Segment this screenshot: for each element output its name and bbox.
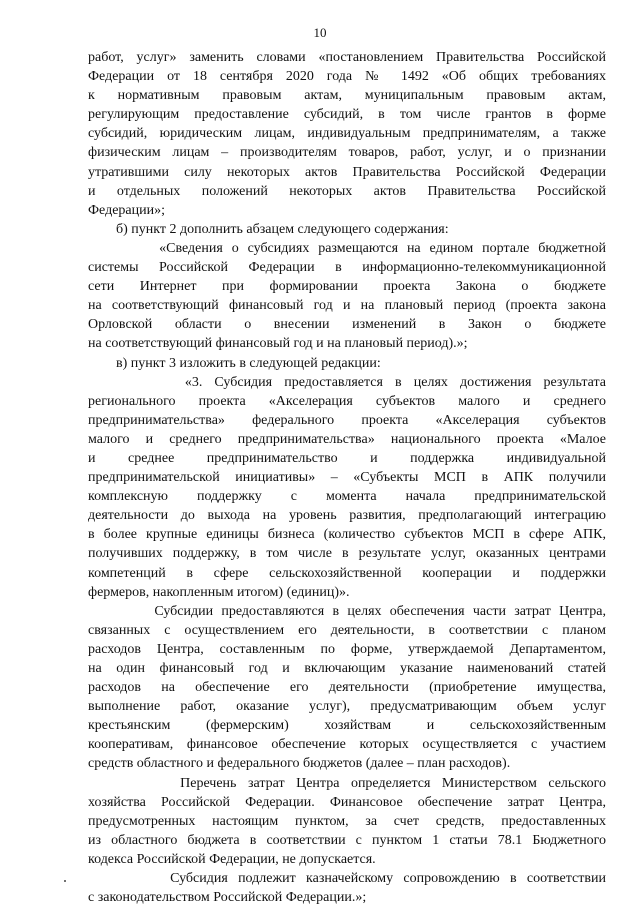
text-line: предусмотренных настоящим пунктом, за счет средств, предоставленных: [88, 813, 606, 829]
text-line: «3. Субсидия предоставляется в целях достижения результата: [88, 374, 606, 390]
text-line: регионального проекта «Акселерация субъектов малого и среднего: [88, 393, 606, 409]
paragraph-para-list-of-costs: [88, 774, 606, 869]
page-number: 10: [313, 25, 327, 40]
text-line: «Сведения о субсидиях размещаются на едином портале бюджетной: [88, 240, 606, 256]
text-line: и среднее предпринимательство и поддержка индивидуальной: [88, 450, 606, 466]
text-line: регулирующим предоставление субсидий, в том числе грантов в форме: [88, 107, 606, 123]
text-line: расходов Центра, составленным по форме, утверждаемой Департаментом,: [88, 641, 606, 657]
text-line: на соответствующий финансовый год и на плановый период (проекта закона: [88, 298, 606, 314]
text-line: крестьянским (фермерским) хозяйствам и сельскохозяйственным: [88, 718, 606, 734]
text-line: с законодательством Российской Федерации.»;: [88, 890, 367, 906]
paragraph-quote-point-3: [88, 373, 606, 602]
text-line: системы Российской Федерации в информационно-телекоммуникационной: [88, 260, 606, 276]
text-line: предпринимательства» федерального проекта «Акселерация субъектов: [88, 412, 606, 428]
text-line: в) пункт 3 изложить в следующей редакции:: [88, 355, 381, 371]
text-line: б) пункт 2 дополнить абзацем следующего содержания:: [88, 221, 449, 237]
text-line: Орловской области о внесении изменений в Закон о бюджете: [88, 317, 606, 333]
text-line: на соответствующий финансовый год и на плановый период).»;: [88, 336, 468, 352]
text-line: средств областного и федерального бюджетов (далее – план расходов).: [88, 756, 511, 772]
text-line: в более крупные единицы бизнеса (количество субъектов МСП в сфере АПК,: [88, 527, 606, 543]
text-line: сети Интернет при формировании проекта Закона о бюджете: [88, 279, 606, 295]
paragraph-para-treasury: [88, 869, 606, 907]
text-line: Федерации»;: [88, 202, 166, 218]
paragraph-continuation: [88, 48, 606, 220]
text-line: связанных с осуществлением его деятельности, в соответствии с планом: [88, 622, 606, 638]
paragraph-quote-subsidies-info: [88, 239, 606, 354]
text-line: предпринимательской инициативы» – «Субъекты МСП в АПК получили: [88, 470, 606, 486]
text-line: на один финансовый год и включающим указание наименований статей: [88, 661, 606, 676]
paragraph-item-v: [88, 354, 606, 373]
text-line: комплексную поддержку с момента начала предпринимательской: [88, 489, 606, 505]
text-line: компетенций в сфере сельскохозяйственной кооперации и поддержки: [88, 565, 606, 581]
text-line: Субсидии предоставляются в целях обеспечения части затрат Центра,: [88, 603, 606, 619]
text-line: фермеров, накопленным итогом) (единиц)».: [88, 584, 350, 600]
text-line: хозяйства Российской Федерации. Финансовое обеспечение затрат Центра,: [88, 794, 606, 810]
text-line: деятельности до выхода на уровень развития, предполагающий интеграцию: [88, 508, 606, 524]
text-line: к нормативным правовым актам, муниципальным правовым актам,: [88, 88, 606, 104]
text-line: кооперативам, финансовое обеспечение которых осуществляется с участием: [88, 737, 606, 753]
text-line: расходов на обеспечение его деятельности (приобретение имущества,: [88, 680, 606, 696]
text-line: Субсидия подлежит казначейскому сопровождению в соответствии: [88, 871, 606, 887]
text-line: получивших поддержку, в том числе в результате услуг, оказанных центрами: [88, 546, 606, 562]
text-line: работ, услуг» заменить словами «постановлением Правительства Российской: [88, 50, 606, 65]
text-line: кодекса Российской Федерации, не допускается.: [88, 851, 376, 867]
paragraph-item-b: [88, 220, 606, 239]
text-line: утратившими силу некоторых актов Правительства Российской Федерации: [88, 164, 606, 180]
paragraph-para-subsidies-provided: [88, 602, 606, 774]
text-line: субсидий, юридическим лицам, индивидуальным предпринимателям, а также: [88, 126, 606, 142]
text-line: Федерации от 18 сентября 2020 года № 1492 «Об общих требованиях: [88, 69, 606, 85]
text-line: из областного бюджета в соответствии с пунктом 1 статьи 78.1 Бюджетного: [88, 832, 606, 848]
text-line: малого и среднего предпринимательства» национального проекта «Малое: [88, 431, 606, 447]
scan-speck: [64, 880, 66, 882]
document-body: [88, 48, 606, 907]
text-line: Перечень затрат Центра определяется Министерством сельского: [88, 775, 606, 791]
text-line: физическим лицам – производителям товаров, работ, услуг, и о признании: [88, 145, 606, 161]
text-line: выполнение работ, оказание услуг), предусматривающим объем услуг: [88, 699, 606, 715]
text-line: и отдельных положений некоторых актов Правительства Российской: [88, 183, 606, 199]
